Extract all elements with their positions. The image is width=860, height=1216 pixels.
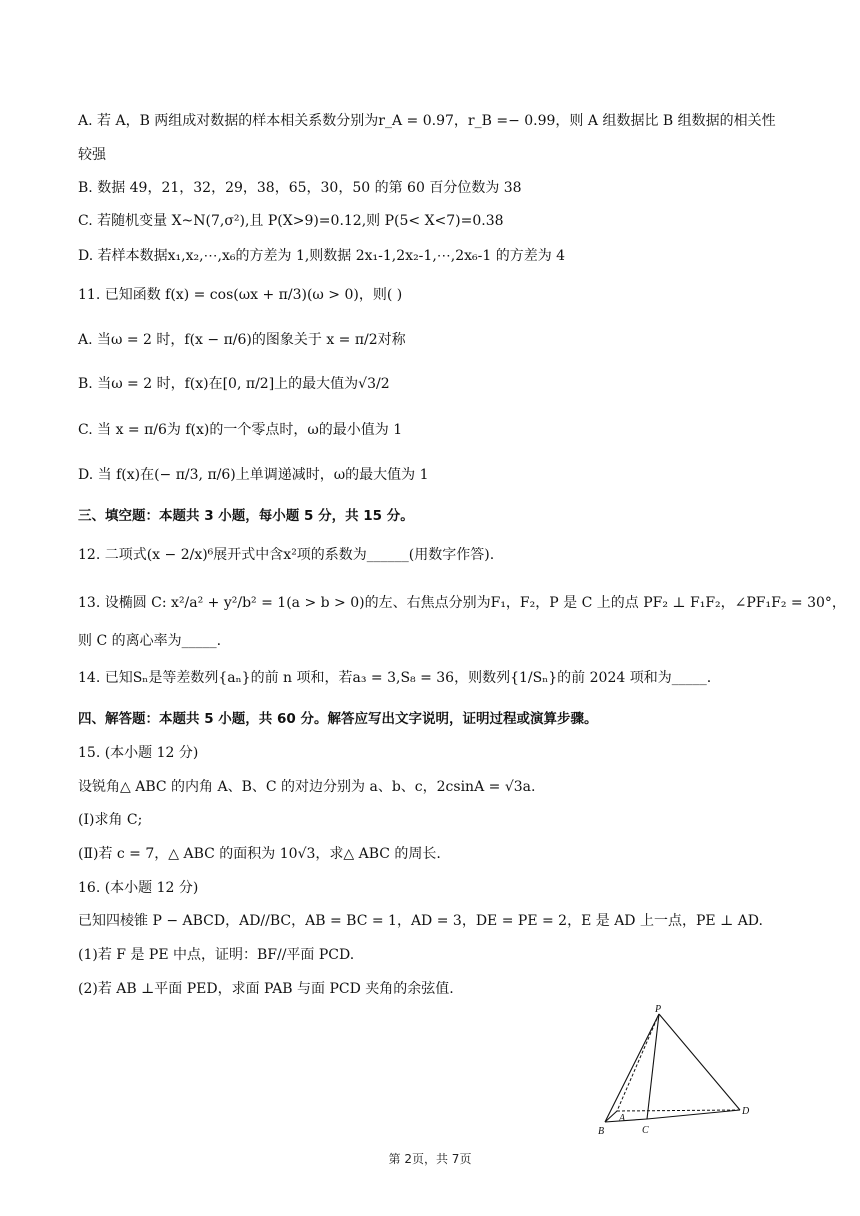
question-16-header: 16. (本小题 12 分) xyxy=(78,880,199,896)
question-16-stem: 已知四棱锥 P − ABCD，AD//BC，AB = BC = 1，AD = 3，DE = PE = 2，E 是 AD 上一点，PE ⊥ AD. xyxy=(78,913,763,929)
question-13-line2: 则 C 的离心率为_____. xyxy=(78,633,222,649)
option-10a-line2: 较强 xyxy=(78,147,106,163)
section-3-heading: 三、填空题：本题共 3 小题，每小题 5 分，共 15 分。 xyxy=(78,508,414,524)
option-10a-line1: A. 若 A，B 两组成对数据的样本相关系数分别为r_A = 0.97，r_B =− 0.99，则 A 组数据比 B 组数据的相关性 xyxy=(78,113,776,129)
option-11a: A. 当ω = 2 时，f(x − π/6)的图象关于 x = π/2对称 xyxy=(78,332,406,348)
pyramid-figure xyxy=(595,1002,765,1147)
vertex-b-label: B xyxy=(598,1126,605,1137)
question-15-part2: (Ⅱ)若 c = 7，△ ABC 的面积为 10√3，求△ ABC 的周长. xyxy=(78,846,441,862)
option-10b: B. 数据 49，21，32，29，38，65，30，50 的第 60 百分位数为 38 xyxy=(78,180,522,196)
question-13-line1: 13. 设椭圆 C: x²/a² + y²/b² = 1(a > b > 0)的左、右焦点分别为F₁，F₂，P 是 C 上的点 PF₂ ⊥ F₁F₂，∠PF₁F₂ = 30°， xyxy=(78,595,846,611)
option-11c: C. 当 x = π/6为 f(x)的一个零点时，ω的最小值为 1 xyxy=(78,422,403,438)
option-10c: C. 若随机变量 X~N(7,σ²),且 P(X>9)=0.12,则 P(5< X<7)=0.38 xyxy=(78,213,504,229)
question-11-stem: 11. 已知函数 f(x) = cos(ωx + π/3)(ω > 0)，则( ) xyxy=(78,287,403,303)
option-11d: D. 当 f(x)在(− π/3, π/6)上单调递减时，ω的最大值为 1 xyxy=(78,467,429,483)
question-16-part2: (2)若 AB ⊥平面 PED，求面 PAB 与面 PCD 夹角的余弦值. xyxy=(78,981,454,997)
section-4-heading: 四、解答题：本题共 5 小题，共 60 分。解答应写出文字说明，证明过程或演算步骤。 xyxy=(78,711,598,727)
question-15-header: 15. (本小题 12 分) xyxy=(78,745,199,761)
vertex-c-label: C xyxy=(642,1125,649,1136)
question-16-part1: (1)若 F 是 PE 中点，证明：BF//平面 PCD. xyxy=(78,947,355,963)
vertex-a-label: A xyxy=(619,1113,626,1124)
question-15-stem: 设锐角△ ABC 的内角 A、B、C 的对边分别为 a、b、c，2csinA = √3a. xyxy=(78,779,536,795)
vertex-p-label: P xyxy=(655,1004,662,1015)
question-14: 14. 已知Sₙ是等差数列{aₙ}的前 n 项和，若a₃ = 3,S₈ = 36，则数列{1/Sₙ}的前 2024 项和为_____. xyxy=(78,670,712,686)
option-11b: B. 当ω = 2 时，f(x)在[0, π/2]上的最大值为√3/2 xyxy=(78,376,390,392)
page-footer: 第 2页，共 7页 xyxy=(388,1152,472,1166)
vertex-d-label: D xyxy=(742,1106,750,1117)
question-12: 12. 二项式(x − 2/x)⁶展开式中含x²项的系数为______(用数字作答). xyxy=(78,547,495,563)
option-10d: D. 若样本数据x₁,x₂,⋯,x₆的方差为 1,则数据 2x₁-1,2x₂-1,⋯,2x₆-1 的方差为 4 xyxy=(78,248,566,264)
question-15-part1: (Ⅰ)求角 C; xyxy=(78,812,143,828)
